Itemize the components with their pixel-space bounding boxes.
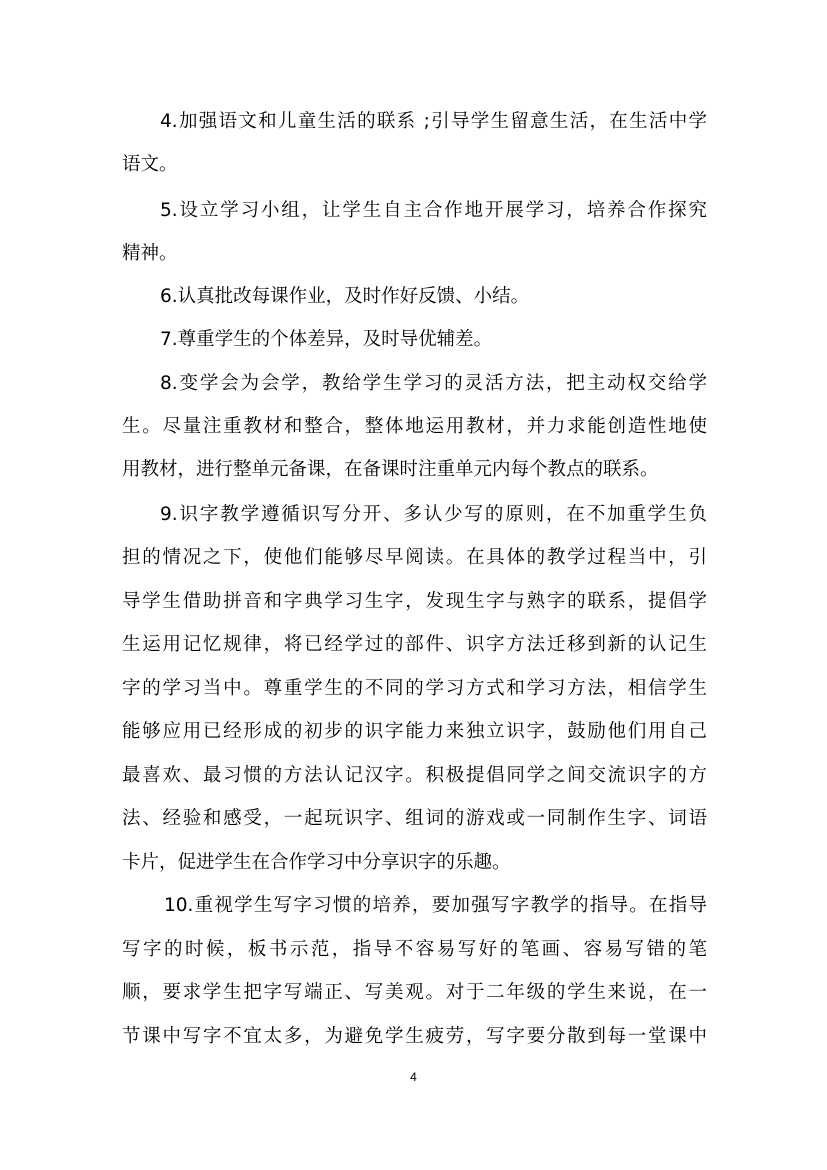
paragraph-9-line-7: 最喜欢、最习惯的方法认记汉字。积极提倡同学之间交流识字的方 xyxy=(122,765,707,786)
paragraph-5-line-1: 5.设立学习小组，让学生自主合作地开展学习，培养合作探究 xyxy=(160,200,707,221)
paragraph-8-line-3: 用教材，进行整单元备课，在备课时注重单元内每个教点的联系。 xyxy=(122,459,659,480)
paragraph-8-line-2: 生。尽量注重教材和整合，整体地运用教材，并力求能创造性地使 xyxy=(122,416,707,437)
page-number: 4 xyxy=(410,1070,417,1084)
paragraph-5-line-2: 精神。 xyxy=(122,243,178,264)
paragraph-6-line-1: 6.认真批改每课作业，及时作好反馈、小结。 xyxy=(160,286,530,307)
paragraph-4-line-2: 语文。 xyxy=(122,154,178,175)
paragraph-9-line-6: 能够应用已经形成的初步的识字能力来独立识字，鼓励他们用自己 xyxy=(122,721,707,742)
paragraph-4-line-1: 4.加强语文和儿童生活的联系 ;引导学生留意生活，在生活中学 xyxy=(160,111,707,132)
paragraph-9-line-5: 字的学习当中。尊重学生的不同的学习方式和学习方法，相信学生 xyxy=(122,678,707,699)
paragraph-8-line-1: 8.变学会为会学，教给学生学习的灵活方法，把主动权交给学 xyxy=(160,373,707,394)
paragraph-10-line-3: 顺，要求学生把字写端正、写美观。对于二年级的学生来说，在一 xyxy=(122,982,707,1003)
paragraph-9-line-3: 导学生借助拼音和字典学习生字，发现生字与熟字的联系，提倡学 xyxy=(122,591,707,612)
paragraph-9-line-2: 担的情况之下，使他们能够尽早阅读。在具体的教学过程当中，引 xyxy=(122,547,707,568)
paragraph-9-line-1: 9.识字教学遵循识写分开、多认少写的原则，在不加重学生负 xyxy=(160,504,707,525)
paragraph-9-line-4: 生运用记忆规律，将已经学过的部件、识字方法迁移到新的认记生 xyxy=(122,634,707,655)
paragraph-10-line-4: 节课中写字不宜太多，为避免学生疲劳，写字要分散到每一堂课中 xyxy=(122,1026,707,1047)
paragraph-7-line-1: 7.尊重学生的个体差异，及时导优辅差。 xyxy=(160,329,493,350)
paragraph-9-line-9: 卡片，促进学生在合作学习中分享识字的乐趣。 xyxy=(122,852,511,873)
paragraph-10-line-2: 写字的时候，板书示范，指导不容易写好的笔画、容易写错的笔 xyxy=(122,939,707,960)
paragraph-10-line-1: 10.重视学生写字习惯的培养，要加强写字教学的指导。在指导 xyxy=(164,895,707,916)
paragraph-9-line-8: 法、经验和感受，一起玩识字、组词的游戏或一同制作生字、词语 xyxy=(122,808,707,829)
